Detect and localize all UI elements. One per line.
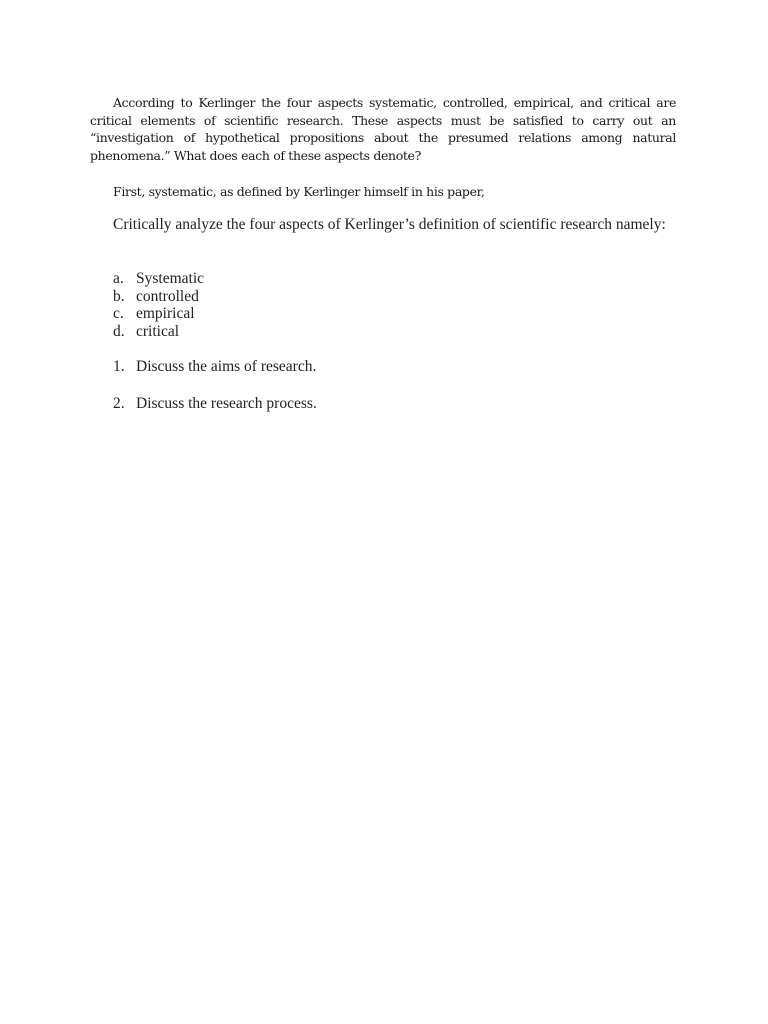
- first-aspect-paragraph: First, systematic, as defined by Kerlinger himself in his paper,: [113, 184, 485, 199]
- list-marker: a.: [113, 270, 124, 287]
- list-item: [113, 270, 204, 288]
- list-item-text: Systematic: [136, 270, 205, 287]
- list-item-text: Discuss the aims of research.: [136, 358, 317, 375]
- list-marker: 1.: [113, 358, 125, 375]
- list-item-text: critical: [136, 322, 180, 340]
- list-marker: c.: [113, 305, 124, 323]
- list-marker: b.: [113, 287, 125, 305]
- intro-paragraph: According to Kerlinger the four aspects systematic, controlled, empirical, and critical are critical elements of scientific research. These aspects must be satisfied to carry out an “investigation of hypothetical propositions about the presumed relations among natural phenomena.” What does each of these aspects denote?: [90, 95, 676, 163]
- list-marker: 2.: [113, 394, 125, 412]
- list-item-text: controlled: [136, 287, 199, 305]
- list-item: [113, 305, 204, 323]
- list-marker: d.: [113, 322, 125, 340]
- list-item: [113, 395, 317, 413]
- list-item-text: Discuss the research process.: [136, 394, 317, 412]
- list-item: [113, 288, 204, 306]
- list-item: [113, 323, 204, 341]
- aspects-list: [113, 270, 204, 340]
- task-paragraph: Critically analyze the four aspects of Kerlinger’s definition of scientific research namely:: [113, 216, 666, 233]
- list-item: [113, 358, 317, 376]
- list-item-text: empirical: [136, 305, 195, 323]
- questions-list: [113, 358, 317, 413]
